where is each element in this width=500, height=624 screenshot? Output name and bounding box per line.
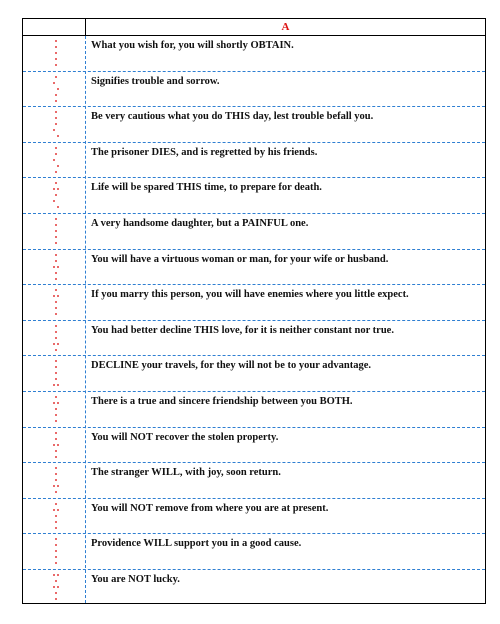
- marker-dot: [53, 295, 55, 297]
- marker-dot: [55, 325, 57, 327]
- marker-dot: [55, 503, 57, 505]
- marker-dot: [55, 592, 57, 594]
- marker-dot: [55, 414, 57, 416]
- marker-dot: [57, 444, 59, 446]
- row-text: A very handsome daughter, but a PAINFUL one.: [91, 218, 309, 229]
- table-row: [23, 321, 485, 357]
- marker-dot: [55, 515, 57, 517]
- marker-dot: [53, 384, 55, 386]
- marker-dot: [55, 194, 57, 196]
- marker-dot: [57, 509, 59, 511]
- row-text: You will NOT recover the stolen property.: [91, 431, 279, 443]
- marker-dot: [55, 153, 57, 155]
- marker-dot: [53, 509, 55, 511]
- row-text: There is a true and sincere friendship between you BOTH.: [91, 396, 353, 407]
- marker-dot: [53, 129, 55, 131]
- marker-dot: [53, 188, 55, 190]
- marker-dot: [55, 230, 57, 232]
- table-row: [23, 143, 485, 179]
- row-text: Life will be spared THIS time, to prepare for death.: [91, 182, 322, 194]
- row-text: The stranger WILL, with joy, soon return.: [91, 467, 281, 479]
- row-text: DECLINE your travels, for they will not be to your advantage.: [91, 360, 372, 372]
- marker-dot: [55, 301, 57, 303]
- marker-dot: [53, 444, 55, 446]
- marker-dot: [55, 473, 57, 475]
- marker-dot: [57, 586, 59, 588]
- marker-dot: [55, 331, 57, 333]
- oracle-table: [22, 18, 486, 604]
- marker-dot: [53, 402, 55, 404]
- marker-dot: [55, 52, 57, 54]
- marker-dot: [53, 343, 55, 345]
- row-text: You are NOT lucky.: [91, 574, 180, 585]
- row-text: Providence WILL support you in a good cause.: [91, 538, 302, 550]
- marker-dot: [55, 147, 57, 149]
- marker-dot: [57, 135, 59, 137]
- table-row: [23, 214, 485, 250]
- marker-dot: [57, 402, 59, 404]
- marker-dot: [55, 236, 57, 238]
- marker-dot: [55, 117, 57, 119]
- marker-dot: [57, 384, 59, 386]
- marker-dot: [57, 266, 59, 268]
- marker-dot: [55, 272, 57, 274]
- marker-dot: [55, 254, 57, 256]
- marker-dot: [55, 432, 57, 434]
- marker-dot: [55, 479, 57, 481]
- marker-dot: [55, 182, 57, 184]
- table-row: [23, 285, 485, 321]
- marker-dot: [55, 46, 57, 48]
- table-header: [23, 19, 485, 36]
- marker-dot: [57, 485, 59, 487]
- marker-dot: [55, 544, 57, 546]
- table-row: [23, 178, 485, 214]
- marker-dot: [55, 598, 57, 600]
- marker-dot: [55, 224, 57, 226]
- marker-dot: [55, 94, 57, 96]
- marker-dot: [55, 76, 57, 78]
- marker-dot: [55, 40, 57, 42]
- marker-dot: [55, 242, 57, 244]
- marker-dot: [55, 64, 57, 66]
- marker-dot: [55, 349, 57, 351]
- marker-dot: [55, 218, 57, 220]
- marker-dot: [55, 111, 57, 113]
- marker-dot: [55, 456, 57, 458]
- table-row: [23, 72, 485, 108]
- marker-dot: [55, 450, 57, 452]
- row-text: The prisoner DIES, and is regretted by his friends.: [91, 146, 318, 158]
- row-text: What you wish for, you will shortly OBTAIN.: [91, 40, 294, 51]
- marker-dot: [55, 100, 57, 102]
- table-row: [23, 36, 485, 72]
- table-row: [23, 356, 485, 392]
- marker-dot: [55, 396, 57, 398]
- row-text: If you marry this person, you will have enemies where you little expect.: [91, 289, 409, 301]
- marker-dot: [55, 556, 57, 558]
- table-row: [23, 570, 485, 606]
- marker-dot: [55, 289, 57, 291]
- marker-dot: [55, 171, 57, 173]
- marker-dot: [53, 266, 55, 268]
- marker-dot: [55, 360, 57, 362]
- marker-dot: [53, 159, 55, 161]
- marker-dot: [55, 372, 57, 374]
- table-row: [23, 463, 485, 499]
- marker-dot: [55, 313, 57, 315]
- marker-dot: [55, 366, 57, 368]
- row-text: You had better decline THIS love, for it is neither constant nor true.: [91, 324, 394, 336]
- marker-dot: [53, 586, 55, 588]
- marker-dot: [55, 420, 57, 422]
- row-text: You will have a virtuous woman or man, for your wife or husband.: [91, 253, 389, 265]
- marker-dot: [55, 408, 57, 410]
- marker-dot: [57, 188, 59, 190]
- row-text: You will NOT remove from where you are at present.: [91, 502, 329, 514]
- marker-dot: [55, 378, 57, 380]
- table-row: [23, 428, 485, 464]
- table-row: [23, 534, 485, 570]
- marker-dot: [55, 307, 57, 309]
- marker-dot: [55, 123, 57, 125]
- marker-dot: [57, 88, 59, 90]
- marker-dot: [55, 58, 57, 60]
- table-row: [23, 250, 485, 286]
- marker-dot: [53, 485, 55, 487]
- marker-dot: [53, 82, 55, 84]
- marker-dot: [55, 562, 57, 564]
- marker-dot: [55, 491, 57, 493]
- table-row: [23, 499, 485, 535]
- marker-dot: [57, 343, 59, 345]
- marker-dot: [57, 574, 59, 576]
- row-text: Signifies trouble and sorrow.: [91, 75, 220, 87]
- marker-dot: [55, 521, 57, 523]
- marker-dot: [57, 295, 59, 297]
- marker-dot: [53, 574, 55, 576]
- marker-dot: [55, 438, 57, 440]
- marker-dot: [57, 165, 59, 167]
- marker-dot: [55, 580, 57, 582]
- marker-dot: [55, 527, 57, 529]
- marker-dot: [57, 206, 59, 208]
- marker-dot: [53, 200, 55, 202]
- marker-dot: [55, 538, 57, 540]
- column-header-letter: A: [281, 21, 290, 33]
- marker-dot: [55, 278, 57, 280]
- row-text: Be very cautious what you do THIS day, lest trouble befall you.: [91, 111, 374, 123]
- marker-dot: [55, 260, 57, 262]
- table-row: [23, 392, 485, 428]
- marker-dot: [55, 467, 57, 469]
- marker-dot: [55, 550, 57, 552]
- marker-dot: [55, 337, 57, 339]
- table-row: [23, 107, 485, 143]
